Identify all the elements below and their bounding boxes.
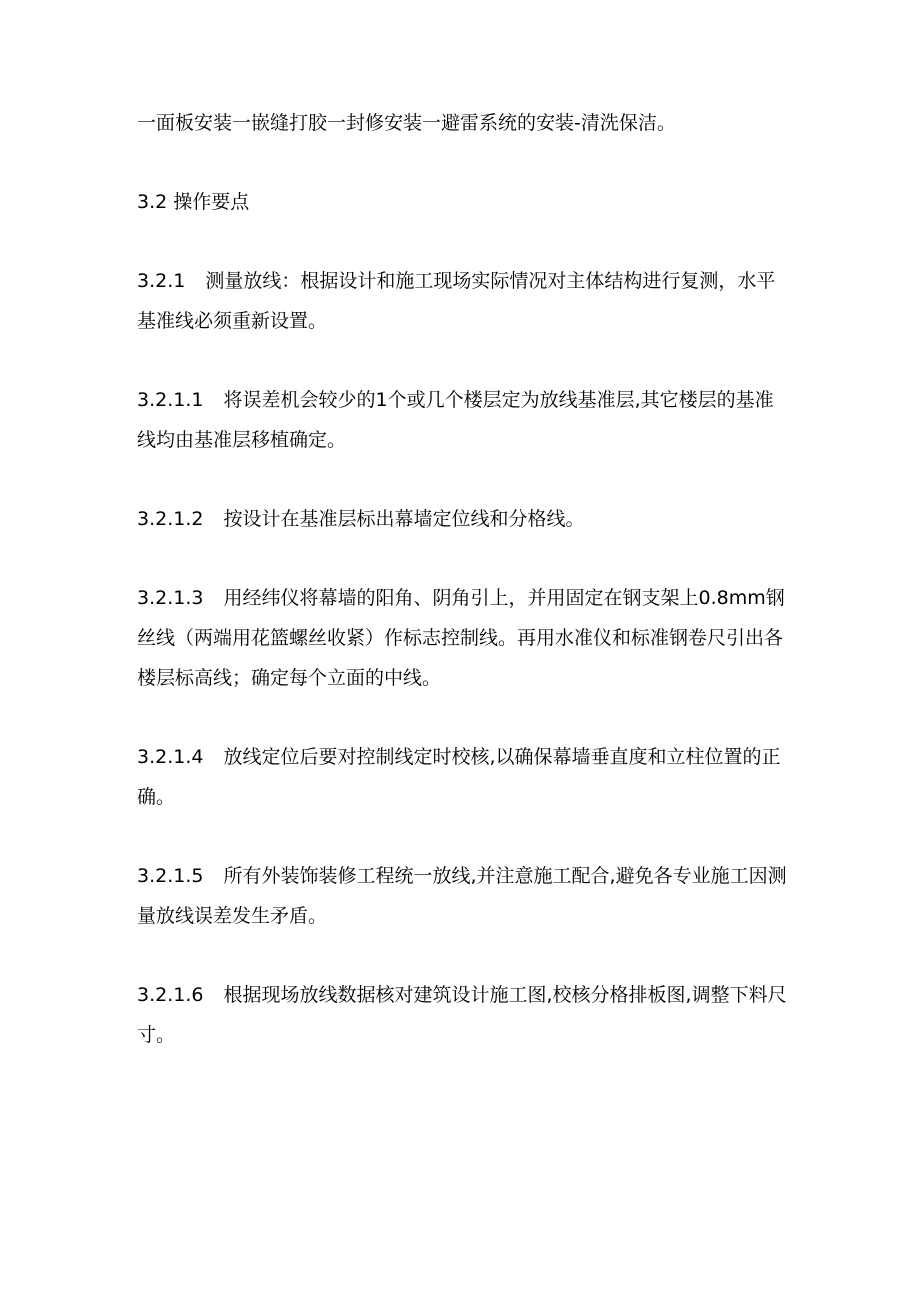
paragraph-text: 按设计在基准层标出幕墙定位线和分格线。	[223, 508, 585, 530]
paragraph-3-2-1-4	[137, 737, 787, 817]
paragraph-text: 放线定位后要对控制线定时校核,以确保幕墙垂直度和立柱位置的正确。	[137, 746, 781, 808]
clause-number: 3.2.1.4	[137, 746, 204, 768]
clause-number: 3.2.1.2	[137, 508, 204, 530]
paragraph-text: 根据现场放线数据核对建筑设计施工图,校核分格排板图,调整下料尺寸。	[137, 984, 787, 1046]
section-heading-text: 3.2 操作要点	[137, 191, 250, 213]
paragraph-3-2-1-2	[137, 499, 787, 539]
section-heading-3-2	[137, 182, 787, 222]
clause-number: 3.2.1	[137, 270, 186, 292]
paragraph-process-sequence	[137, 103, 787, 143]
document-body	[137, 103, 787, 1055]
clause-number: 3.2.1.3	[137, 587, 204, 609]
paragraph-3-2-1-3	[137, 578, 787, 698]
paragraph-3-2-1-5	[137, 856, 787, 936]
clause-number: 3.2.1.5	[137, 865, 204, 887]
paragraph-3-2-1	[137, 261, 787, 341]
clause-number: 3.2.1.6	[137, 984, 204, 1006]
paragraph-text: 测量放线：根据设计和施工现场实际情况对主体结构进行复测，水平基准线必须重新设置。	[137, 270, 776, 332]
paragraph-text: 用经纬仪将幕墙的阳角、阴角引上，并用固定在钢支架上0.8mm钢丝线（两端用花篮螺丝收紧）作标志控制线。再用水准仪和标准钢卷尺引出各楼层标高线；确定每个立面的中线。	[137, 587, 785, 689]
paragraph-text: 一面板安装一嵌缝打胶一封修安装一避雷系统的安装-清洗保洁。	[137, 112, 676, 134]
paragraph-text: 所有外装饰装修工程统一放线,并注意施工配合,避免各专业施工因测量放线误差发生矛盾。	[137, 865, 787, 927]
paragraph-3-2-1-6	[137, 975, 787, 1055]
paragraph-text: 将误差机会较少的1个或几个楼层定为放线基准层,其它楼层的基准线均由基准层移植确定。	[137, 389, 774, 451]
paragraph-3-2-1-1	[137, 380, 787, 460]
clause-number: 3.2.1.1	[137, 389, 204, 411]
